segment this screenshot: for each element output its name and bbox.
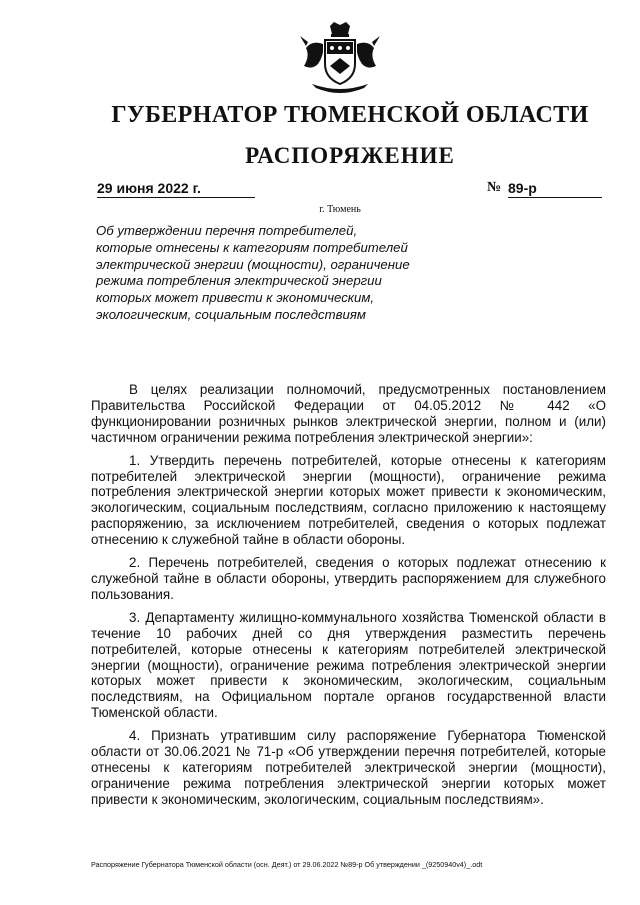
preamble-paragraph: В целях реализации полномочий, предусмотренных постановлением Правительства Российской Федерации от 04.05.2012 № 442 «О функционировании розничных рынков электрической энергии, полном и (или) частичном ограничении режима потребления электрической энергии»: [91, 382, 606, 445]
clause-1: 1. Утвердить перечень потребителей, которые отнесены к категориям потребителей электрической энергии (мощности), ограничение режима потребления электрической энергии которых может привести к экономическим, экологическим, социальным последствиям, согласно приложению к настоящему распоряжению, за исключением потребителей, сведения о которых подлежат отнесению к служебной тайне в области обороны. [91, 452, 606, 548]
clause-3: 3. Департаменту жилищно-коммунального хозяйства Тюменской области в течение 10 рабочих дней со дня утверждения разместить перечень потребителей, которые отнесены к категориям потребителей электрической энергии (мощности), ограничение режима потребления электрической энергии которых может привести к экономическим, экологическим, социальным последствиям, на Официальном портале органов государственной власти Тюменской области. [91, 609, 606, 721]
page-footer: Распоряжение Губернатора Тюменской области (осн. Деят.) от 29.06.2022 №89-р Об утверждении _(9250940v4)_.odt [91, 860, 483, 869]
document-number: 89-р [508, 180, 602, 198]
document-type-title: РАСПОРЯЖЕНИЕ [245, 143, 455, 168]
authority-title: ГУБЕРНАТОР ТЮМЕНСКОЙ ОБЛАСТИ [111, 102, 589, 128]
document-body [91, 382, 606, 815]
clause-4: 4. Признать утратившим силу распоряжение Губернатора Тюменской области от 30.06.2021 № 71-р «Об утверждении перечня потребителей, которые отнесены к категориям потребителей электрической энергии (мощности), ограничение режима потребления электрической энергии которых может привести к экономическим, экологическим, социальным последствиям». [91, 728, 606, 807]
document-city: г. Тюмень [319, 204, 361, 215]
number-sign: № [487, 180, 502, 195]
document-subject: Об утверждении перечня потребителей, которые отнесены к категориям потребителей электрической энергии (мощности), ограничение режима потребления электрической энергии которых может привести к экономическим, экологическим, социальным последствиям [96, 223, 410, 322]
clause-2: 2. Перечень потребителей, сведения о которых подлежат отнесению к служебной тайне в области обороны, утвердить распоряжением для служебного пользования. [91, 555, 606, 602]
coat-of-arms-emblem [294, 22, 386, 96]
document-date: 29 июня 2022 г. [97, 180, 255, 198]
